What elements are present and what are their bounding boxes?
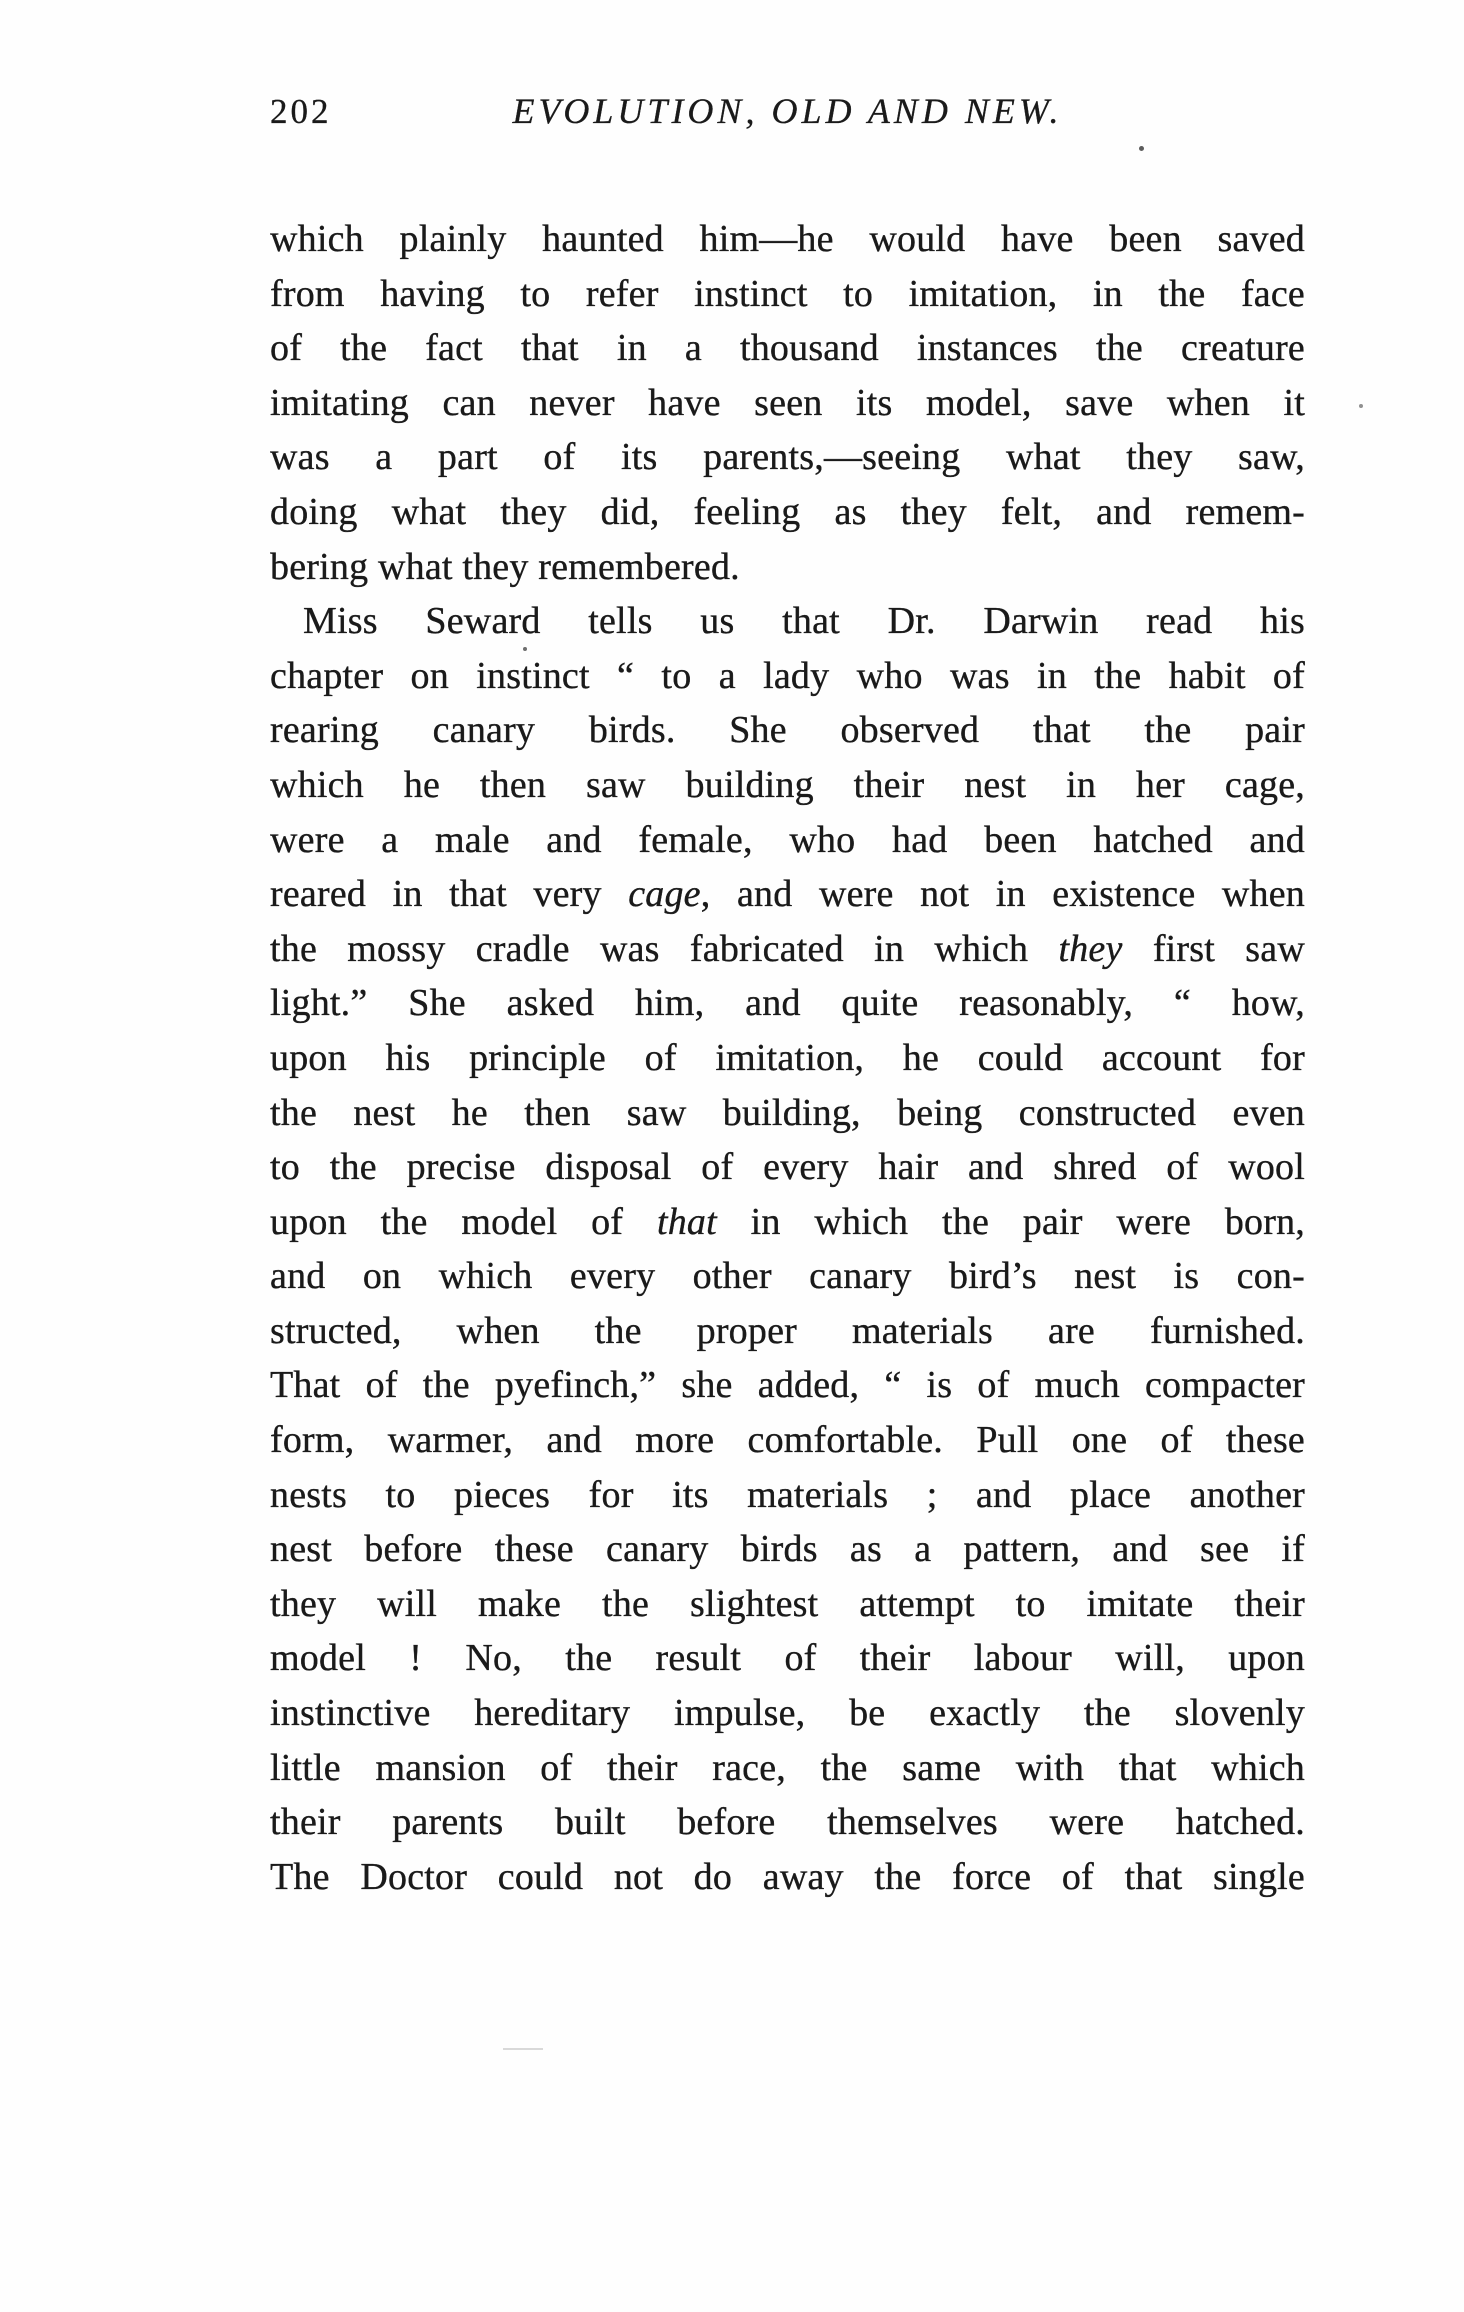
text-line: their parents built before themselves were hatched. (270, 1801, 1305, 1844)
scan-speck (523, 647, 527, 651)
text-line: upon his principle of imitation, he could account for (270, 1036, 1305, 1079)
paragraph (270, 212, 1305, 594)
text-line: were a male and female, who had been hatched and (270, 818, 1305, 861)
scan-speck (1139, 146, 1144, 151)
page-text (270, 212, 1305, 1904)
italic-text: that (656, 1200, 717, 1243)
paragraph (270, 594, 1305, 1904)
text-line: Miss Seward tells us that Dr. Darwin read his (303, 600, 1305, 643)
text-line: That of the pyefinch,” she added, “ is of much compacter (270, 1364, 1305, 1407)
scan-speck (1359, 404, 1363, 408)
italic-text: they (1058, 927, 1123, 970)
text-line: light.” She asked him, and quite reasonably, “ how, (270, 982, 1305, 1025)
text-line: and on which every other canary bird’s nest is con- (270, 1255, 1305, 1298)
text-line: little mansion of their race, the same with that which (270, 1746, 1305, 1789)
running-title: EVOLUTION, OLD AND NEW. (512, 91, 1063, 131)
text-line: of the fact that in a thousand instances the creature (270, 327, 1305, 370)
text-line: The Doctor could not do away the force of that single (270, 1855, 1305, 1898)
text-line: model ! No, the result of their labour will, upon (270, 1637, 1305, 1680)
scan-artifact-line (503, 2048, 543, 2050)
text-line: the nest he then saw building, being constructed even (270, 1091, 1305, 1134)
text-line: reared in that very cage, and were not in existence when (270, 873, 1305, 916)
text-line: form, warmer, and more comfortable. Pull one of these (270, 1419, 1305, 1462)
text-line: which he then saw building their nest in her cage, (270, 763, 1305, 806)
text-line: instinctive hereditary impulse, be exactly the slovenly (270, 1692, 1305, 1735)
text-line: nest before these canary birds as a pattern, and see if (270, 1528, 1305, 1571)
text-line: rearing canary birds. She observed that the pair (270, 709, 1305, 752)
text-line: bering what they remembered. (270, 545, 740, 588)
text-line: upon the model of that in which the pair were born, (270, 1200, 1305, 1243)
italic-text: cage (628, 873, 701, 916)
text-line: structed, when the proper materials are furnished. (270, 1309, 1305, 1352)
text-line: from having to refer instinct to imitation, in the face (270, 272, 1305, 315)
text-line: to the precise disposal of every hair and shred of wool (270, 1146, 1305, 1189)
text-line: they will make the slightest attempt to imitate their (270, 1582, 1305, 1625)
text-line: nests to pieces for its materials ; and place another (270, 1473, 1305, 1516)
text-line: which plainly haunted him—he would have been saved (270, 218, 1305, 260)
running-head (270, 90, 1305, 136)
text-line: the mossy cradle was fabricated in which they first saw (270, 927, 1305, 970)
text-line: was a part of its parents,—seeing what they saw, (270, 436, 1305, 479)
text-line: chapter on instinct “ to a lady who was in the habit of (270, 654, 1305, 697)
text-line: imitating can never have seen its model, save when it (270, 381, 1305, 424)
page-number: 202 (270, 92, 332, 131)
text-line: doing what they did, feeling as they felt, and remem- (270, 490, 1305, 533)
